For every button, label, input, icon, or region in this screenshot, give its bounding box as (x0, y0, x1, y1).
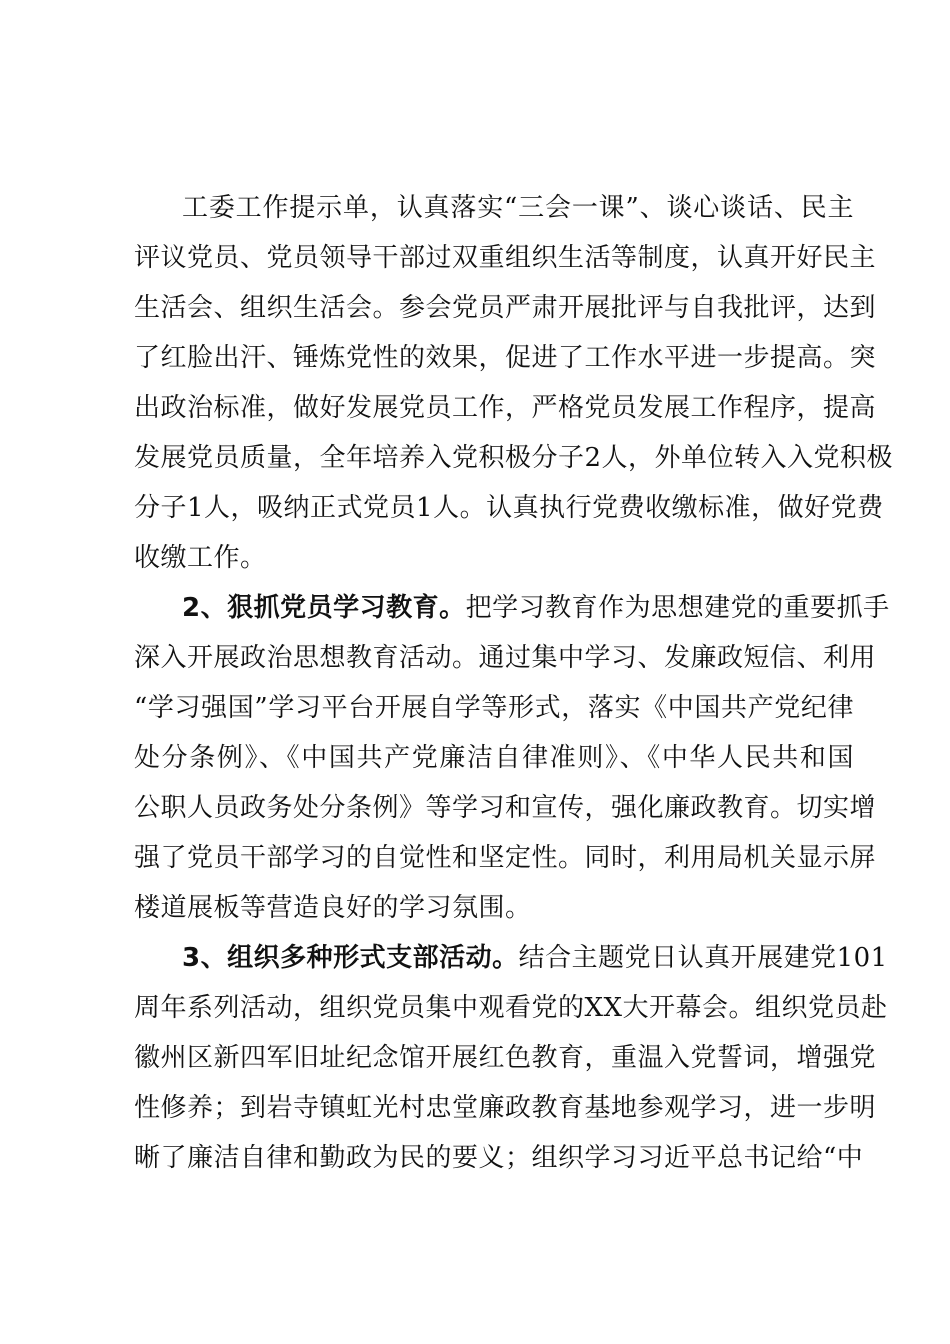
section-2-line-4: 处分条例》、《中国共产党廉洁自律准则》、《中华人民共和国 (134, 743, 854, 773)
section-3-heading: 3、组织多种形式支部活动。 (182, 943, 519, 973)
paragraph-1-line-5: 出政治标准，做好发展党员工作，严格党员发展工作程序，提高 (134, 393, 877, 423)
paragraph-1-line-8: 收缴工作。 (134, 543, 267, 573)
section-2-line-2: 深入开展政治思想教育活动。通过集中学习、发廉政短信、利用 (134, 643, 877, 673)
section-3-line-5: 晰了廉洁自律和勤政为民的要义；组织学习习近平总书记给“中 (134, 1143, 864, 1173)
section-2-line-5: 公职人员政务处分条例》等学习和宣传，强化廉政教育。切实增 (134, 793, 877, 823)
section-2-line-6: 强了党员干部学习的自觉性和坚定性。同时，利用局机关显示屏 (134, 843, 877, 873)
section-3-line-2: 周年系列活动，组织党员集中观看党的XX大开幕会。组织党员赴 (134, 993, 888, 1023)
section-3-first-line-text: 结合主题党日认真开展建党101 (518, 943, 888, 973)
paragraph-1-line-3: 生活会、组织生活会。参会党员严肃开展批评与自我批评，达到 (134, 293, 877, 323)
paragraph-1-line-6: 发展党员质量，全年培养入党积极分子2人，外单位转入入党积极 (134, 443, 894, 473)
section-2-line-3: “学习强国”学习平台开展自学等形式，落实《中国共产党纪律 (134, 693, 854, 723)
paragraph-1-line-4: 了红脸出汗、锤炼党性的效果，促进了工作水平进一步提高。突 (134, 343, 877, 373)
paragraph-1-line-2: 评议党员、党员领导干部过双重组织生活等制度，认真开好民主 (134, 243, 877, 273)
section-2-heading: 2、狠抓党员学习教育。 (182, 593, 466, 623)
section-3-line-4: 性修养；到岩寺镇虹光村忠堂廉政教育基地参观学习，进一步明 (134, 1093, 877, 1123)
section-2-first-line-text: 把学习教育作为思想建党的重要抓手 (465, 593, 890, 623)
paragraph-1-line-7: 分子1人，吸纳正式党员1人。认真执行党费收缴标准，做好党费 (134, 493, 884, 523)
section-2-first-line (182, 583, 890, 633)
section-3-first-line (182, 933, 888, 983)
section-2-line-7: 楼道展板等营造良好的学习氛围。 (134, 893, 532, 923)
section-3-line-3: 徽州区新四军旧址纪念馆开展红色教育，重温入党誓词，增强党 (134, 1043, 877, 1073)
paragraph-1-line-1: 工委工作提示单，认真落实“三会一课”、谈心谈话、民主 (182, 193, 854, 223)
